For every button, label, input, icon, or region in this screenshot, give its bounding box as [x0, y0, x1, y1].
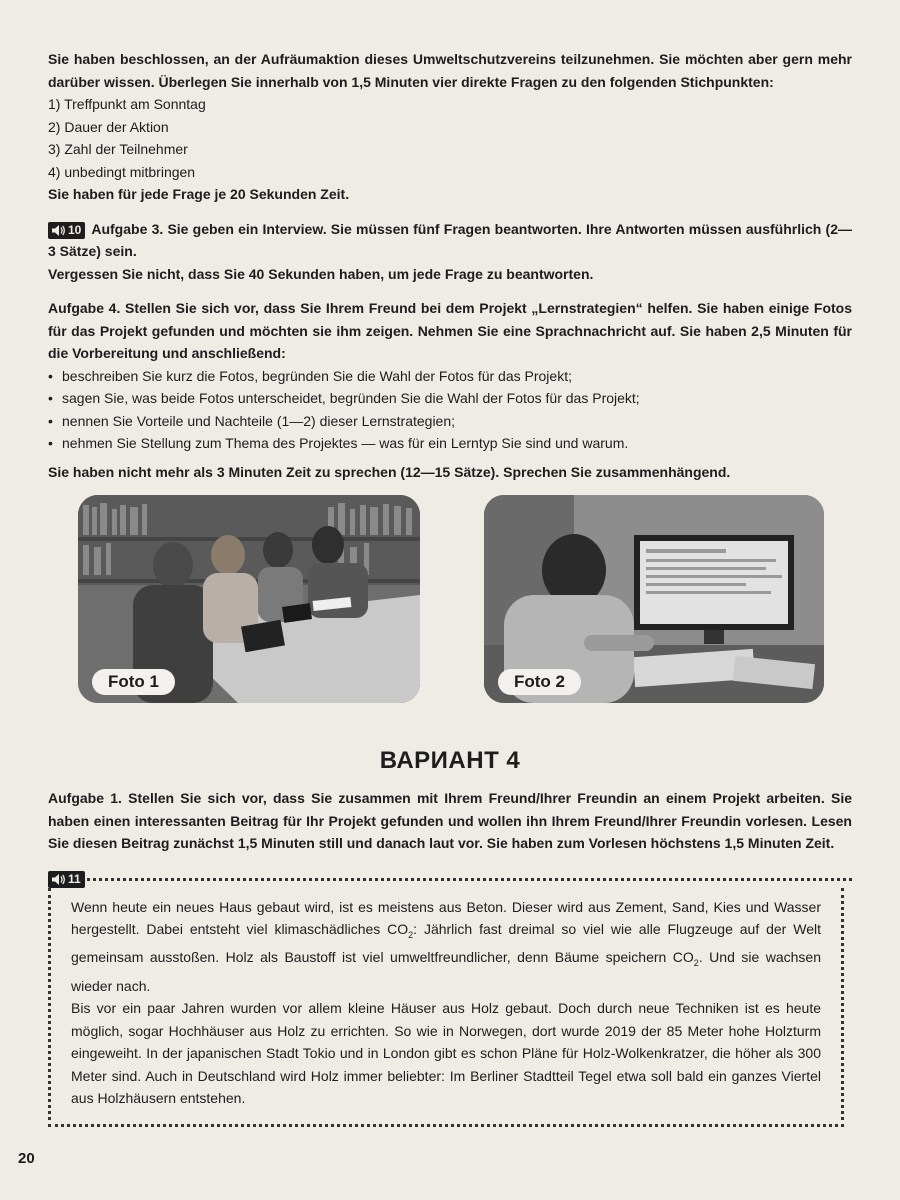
task4-note: Sie haben nicht mehr als 3 Minuten Zeit zu sprechen (12—15 Sätze). Sprechen Sie zusammenhängend. — [48, 463, 731, 480]
speaker-icon — [52, 874, 66, 885]
task3-text: Aufgabe 3. Sie geben ein Interview. Sie müssen fünf Fragen beantworten. Ihre Antworten müssen ausführlich (2—3 Sätze) sein. — [48, 220, 852, 259]
intro-instruction: Sie haben beschlossen, an der Aufräumaktion dieses Umweltschutzvereins teilzunehmen. Sie möchten aber gern mehr darüber wissen. Überlegen Sie innerhalb von 1,5 Minuten vier direkte Fragen zu den folgenden Stichpunkten: — [48, 51, 852, 90]
task1-text: Aufgabe 1. Stellen Sie sich vor, dass Sie zusammen mit Ihrem Freund/Ihrer Freundin an einem Projekt arbeiten. Sie haben einen interessanten Beitrag für Ihr Projekt gefunden und wollen ihn Ihrem Freund/Ihrer Freundin vorlesen. Lesen Sie diesen Beitrag zunächst 1,5 Minuten still und danach laut vor. Sie haben zum Vorlesen höchstens 1,5 Minuten Zeit. — [48, 790, 852, 851]
audio-track-badge[interactable] — [48, 871, 85, 888]
audio-track-number: 10 — [68, 222, 82, 237]
photo-students-library — [78, 495, 420, 703]
audio-track-badge[interactable] — [48, 222, 85, 239]
list-item: • beschreiben Sie kurz die Fotos, begründen Sie die Wahl der Fotos für das Projekt; — [48, 367, 572, 384]
task3-note: Vergessen Sie nicht, dass Sie 40 Sekunden haben, um jede Frage zu beantworten. — [48, 265, 594, 282]
page-number: 20 — [18, 1150, 35, 1167]
task3-heading — [48, 218, 852, 263]
reading-paragraph: Wenn heute ein neues Haus gebaut wird, ist es meistens aus Beton. Dieser wird aus Zement, Sand, Kies und Wasser hergestellt. Dabei entsteht viel klimaschädliches $CO_2$: Jährlich fast dreimal so viel wie alle Flugzeuge auf der Welt gemeinsam ausstoßen. Holz als Baustoff ist viel umweltfreundlicher, denn Bäume speichern $CO_2$. Und sie wachsen wieder nach. — [71, 898, 821, 994]
photo-label: Foto 1 — [92, 669, 175, 695]
reading-text-box — [48, 888, 844, 1127]
audio-track-number: 11 — [68, 872, 81, 886]
speaker-icon — [52, 225, 66, 236]
list-item: • sagen Sie, was beide Fotos unterscheidet, begründen Sie die Wahl der Fotos für das Projekt; — [48, 390, 640, 406]
list-item: 2) Dauer der Aktion — [48, 118, 169, 135]
page-content — [48, 48, 852, 1127]
reading-text-header — [48, 871, 852, 888]
list-item: 1) Treffpunkt am Sonntag — [48, 96, 206, 112]
list-item: • nehmen Sie Stellung zum Thema des Projektes — was für ein Lerntyp Sie sind und warum. — [48, 435, 629, 451]
variant-title: ВАРИАНТ 4 — [379, 747, 521, 774]
list-item: • nennen Sie Vorteile und Nachteile (1—2) dieser Lernstrategien; — [48, 412, 456, 429]
task4-text: Aufgabe 4. Stellen Sie sich vor, dass Sie Ihrem Freund bei dem Projekt „Lernstrategien“ helfen. Sie haben einige Fotos für das Projekt gefunden und möchten sie ihm zeigen. Nehmen Sie eine Sprachnachricht auf. Sie haben 2,5 Minuten für die Vorbereitung und anschließend: — [48, 300, 852, 361]
list-item: 3) Zahl der Teilnehmer — [48, 141, 188, 157]
time-note: Sie haben für jede Frage je 20 Sekunden Zeit. — [48, 186, 350, 202]
photo-row — [48, 495, 852, 707]
reading-paragraph: Bis vor ein paar Jahren wurden vor allem kleine Häuser aus Holz gebaut. Doch durch neue Techniken ist es heute möglich, sogar Hochhäuser aus Holz zu errichten. So wie in Norwegen, dort wurde 2019 der 85 Meter hohe Holzturm eingeweiht. In der japanischen Stadt Tokio und in London gibt es schon Pläne für Holz-Wolkenkratzer, die höher als 300 Meter sind. Auch in Deutschland wird Holz immer beliebter: Im Berliner Stadtteil Tegel etwa soll bald ein ganzes Viertel aus Holzhäusern entstehen. — [71, 1000, 821, 1107]
photo-student-computer — [484, 495, 824, 703]
photo-label: Foto 2 — [498, 669, 581, 695]
list-item: 4) unbedingt mitbringen — [48, 163, 196, 180]
